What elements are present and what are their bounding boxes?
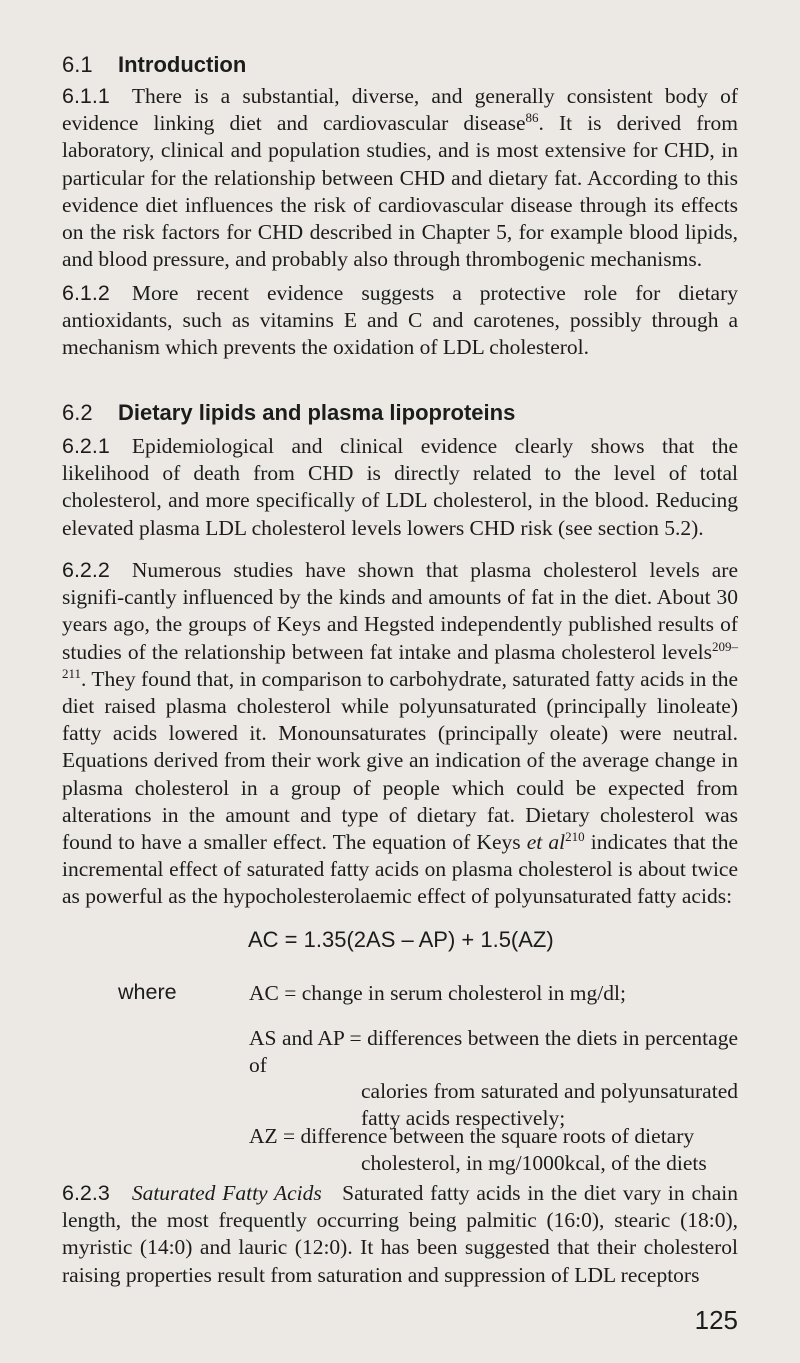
- paragraph-number: 6.1.1: [62, 84, 110, 108]
- paragraph-6-2-2: [62, 557, 738, 911]
- where-label: where: [118, 980, 177, 1004]
- paragraph-number: 6.2.3: [62, 1181, 110, 1205]
- paragraph-text: Numerous studies have shown that plasma cholesterol levels are signifi-cantly influenced by the kinds and amounts of fat in the diet. About 30 years ago, the groups of Keys and Hegsted independently published results of studies of the relationship between fat intake and plasma cholesterol levels: [62, 558, 738, 664]
- definition-text: AS and AP = differences between the diets in percentage of: [249, 1026, 738, 1077]
- paragraph-text: . They found that, in comparison to carbohydrate, saturated fatty acids in the diet raised plasma cholesterol while polyunsaturated (principally linoleate) fatty acids lowered it. Monounsaturates (principally oleate) were neutral. Equations derived from their work give an indication of the average change in plasma cholesterol in a group of people which could be expected from alterations in the amount and type of dietary fat. Dietary cholesterol was found to have a smaller effect. The equation of Keys: [62, 666, 738, 855]
- paragraph-text: indicates that the incremental effect of saturated fatty acids on plasma cholesterol is about twice as powerful as the hypocholesterolaemic effect of polyunsaturated fatty acids:: [62, 830, 738, 909]
- paragraph-6-1-1: [62, 83, 738, 273]
- paragraph-title: Saturated Fatty Acids: [131, 1181, 322, 1205]
- section-heading-6-2: [62, 400, 515, 426]
- definition-az: [249, 1123, 738, 1176]
- definition-as-ap: [249, 1025, 738, 1131]
- definition-text: cholesterol, in mg/1000kcal, of the diets: [361, 1150, 707, 1175]
- section-title: Dietary lipids and plasma lipoproteins: [118, 400, 516, 425]
- et-al-italic: et al: [526, 830, 566, 855]
- paragraph-text: More recent evidence suggests a protective role for dietary antioxidants, such as vitamins E and C and carotenes, possibly through a mechanism which prevents the oxidation of LDL cholesterol.: [62, 281, 738, 360]
- section-heading-6-1: [62, 52, 246, 78]
- section-title: Introduction: [118, 52, 247, 77]
- definition-text: calories from saturated and polyunsaturated fatty acids respectively;: [361, 1079, 738, 1130]
- paragraph-number: 6.2.2: [62, 558, 110, 582]
- paragraph-number: 6.1.2: [62, 281, 110, 305]
- cholesterol-equation: AC = 1.35(2AS – AP) + 1.5(AZ): [248, 927, 554, 952]
- page-number: 125: [694, 1305, 738, 1335]
- paragraph-text: Saturated fatty acids in the diet vary in chain length, the most frequently occurring being palmitic (16:0), stearic (18:0), myristic (14:0) and lauric (12:0). It has been suggested that their cholesterol raising properties result from saturation and suppression of LDL receptors: [62, 1181, 739, 1287]
- section-number: 6.1: [62, 52, 93, 77]
- paragraph-text: . It is derived from laboratory, clinical and population studies, and is most extensive for CHD, in particular for the relationship between CHD and dietary fat. According to this evidence diet influences the risk of cardiovascular disease through its effects on the risk factors for CHD described in Chapter 5, for example blood lipids, and blood pressure, and probably also through thrombogenic mechanisms.: [62, 111, 738, 272]
- definition-text: AZ = difference between the square roots of dietary: [249, 1124, 695, 1148]
- paragraph-6-2-1: [62, 433, 738, 542]
- paragraph-6-1-2: [62, 280, 738, 362]
- reference-superscript: 86: [525, 110, 539, 126]
- reference-superscript: 210: [565, 828, 585, 844]
- reference-superscript: 209–211: [62, 638, 738, 681]
- definition-text: AC = change in serum cholesterol in mg/dl;: [249, 981, 626, 1005]
- paragraph-text: Epidemiological and clinical evidence clearly shows that the likelihood of death from CHD is directly related to the level of total cholesterol, and more specifically of LDL cholesterol, in the blood. Reducing elevated plasma LDL cholesterol levels lowers CHD risk (see section 5.2).: [62, 434, 738, 540]
- section-number: 6.2: [62, 400, 93, 425]
- definition-ac: [249, 980, 738, 1007]
- paragraph-6-2-3: [62, 1180, 738, 1289]
- paragraph-number: 6.2.1: [62, 434, 110, 458]
- paragraph-text: There is a substantial, diverse, and generally consistent body of evidence linking diet and cardiovascular disease: [62, 84, 738, 136]
